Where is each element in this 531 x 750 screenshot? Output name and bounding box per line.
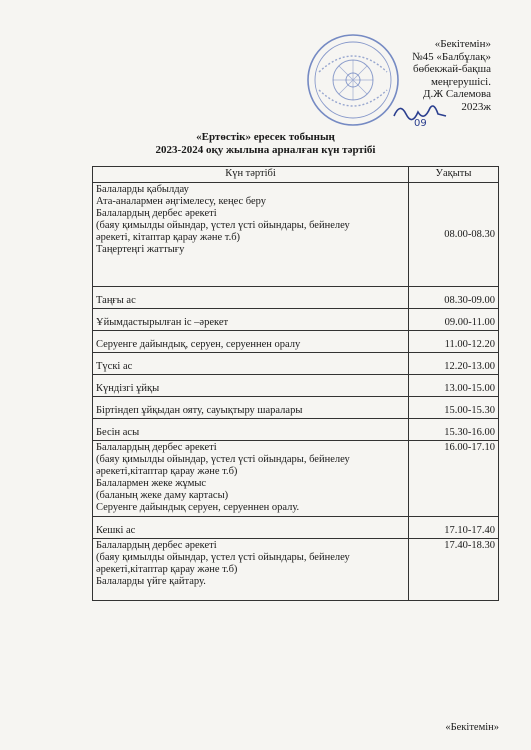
activity-line: Серуенге дайындық, серуен, серуеннен оралу [96,339,301,350]
document-title [0,131,531,157]
activity-line: әрекеті, кітаптар қарау және т.б) [96,232,241,243]
time-cell: 08.30-09.00 [409,287,499,309]
activity-cell [93,183,409,287]
activity-line: Таңертеңгі жаттығу [96,244,185,255]
time-cell: 11.00-12.20 [409,331,499,353]
table-row [93,397,499,419]
header-time: Уақыты [409,167,499,183]
approval-line: 2023ж [461,100,491,113]
activity-cell [93,397,409,419]
time-cell: 13.00-15.00 [409,375,499,397]
activity-line: Балалардың дербес әрекеті [96,208,217,219]
approval-line: меңгерушісі. [430,75,491,88]
footer-approval: «Бекітемін» [445,722,499,733]
activity-cell [93,287,409,309]
activity-line: Балалармен жеке жұмыс [96,478,207,489]
activity-line: Түскі ас [96,361,133,372]
table-row [93,309,499,331]
approval-line: №45 «Балбұлақ» [412,50,491,63]
activity-line: Серуенге дайындық серуен, серуеннен оралу. [96,502,300,513]
table-row [93,419,499,441]
activity-line: (баяу қимылды ойындар, үстел үсті ойындары, бейнелеу [96,454,350,465]
activity-line: Ұйымдастырылған іс –әрекет [96,317,229,328]
activity-line: Балаларды қабылдау [96,184,189,195]
table-row [93,539,499,601]
time-cell: 12.20-13.00 [409,353,499,375]
table-row [93,183,499,287]
svg-text:09: 09 [414,118,427,128]
time-cell: 15.30-16.00 [409,419,499,441]
activity-cell [93,517,409,539]
time-cell: 17.10-17.40 [409,517,499,539]
activity-line: (баяу қимылды ойындар, үстел үсті ойындары, бейнелеу [96,220,350,231]
activity-line: Балалардың дербес әрекеті [96,540,217,551]
activity-line: әрекеті,кітаптар қарау және т.б) [96,564,238,575]
time-cell: 08.00-08.30 [409,183,499,287]
approval-line: «Бекітемін» [434,38,491,50]
time-cell: 16.00-17.10 [409,441,499,517]
title-line-1: «Ертөстік» ересек тобының [196,131,335,143]
activity-line: Балаларды үйге қайтару. [96,576,206,587]
activity-line: Кешкі ас [96,525,136,536]
table-row [93,517,499,539]
activity-line: Балалардың дербес әрекеті [96,442,217,453]
title-line-2: 2023-2024 оқу жылына арналған күн тәртібі [155,144,376,156]
approval-line: бөбекжай-бақша [413,63,491,75]
header-activity: Күн тәртібі [93,167,409,183]
approval-block [351,38,491,113]
table-row [93,353,499,375]
activity-line: Бесін асы [96,427,140,438]
activity-cell [93,539,409,601]
activity-cell [93,353,409,375]
table-row [93,331,499,353]
approval-line: Д.Ж Салемова [423,88,491,100]
time-cell: 17.40-18.30 [409,539,499,601]
activity-cell [93,441,409,517]
table-row [93,287,499,309]
table-row [93,441,499,517]
time-cell: 15.00-15.30 [409,397,499,419]
table-row [93,375,499,397]
activity-line: (баланың жеке даму картасы) [96,490,229,501]
activity-line: (баяу қимылды ойындар, үстел үсті ойындары, бейнелеу [96,552,350,563]
activity-line: Күндізгі ұйқы [96,383,160,394]
schedule-table [92,166,499,601]
activity-line: Біртіндеп ұйқыдан ояту, сауықтыру шаралары [96,405,303,416]
activity-cell [93,331,409,353]
activity-line: әрекеті,кітаптар қарау және т.б) [96,466,238,477]
time-cell: 09.00-11.00 [409,309,499,331]
activity-cell [93,309,409,331]
activity-line: Таңғы ас [96,295,136,306]
activity-cell [93,419,409,441]
activity-cell [93,375,409,397]
activity-line: Ата-аналармен әңгімелесу, кеңес беру [96,196,266,207]
table-header-row [93,167,499,183]
